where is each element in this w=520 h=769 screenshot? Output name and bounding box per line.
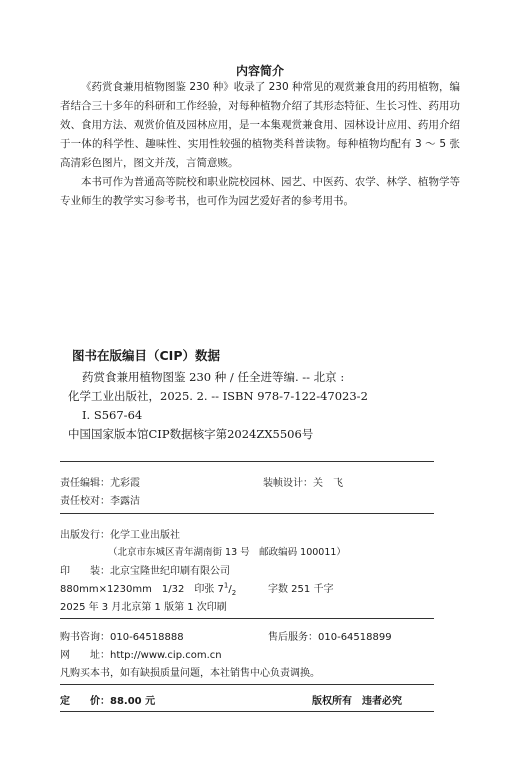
proof-row xyxy=(60,492,140,507)
divider-contact xyxy=(60,684,434,685)
cip-line-1: 药赏食兼用植物图鉴 230 种 / 任全进等编. -- 北京 : xyxy=(82,370,345,384)
buy-row xyxy=(60,628,184,643)
sheets-denominator: 2 xyxy=(231,589,237,597)
design-name: 关 飞 xyxy=(313,478,343,489)
publisher-label: 出版发行： xyxy=(60,530,110,541)
buy-label: 购书咨询： xyxy=(60,632,110,643)
divider-credits xyxy=(60,513,434,514)
web-row xyxy=(60,646,222,661)
intro-title: 内容简介 xyxy=(235,64,284,78)
cip-line-2: 化学工业出版社，2025. 2. -- ISBN 978-7-122-47023-2 xyxy=(68,389,368,403)
printer-name: 北京宝隆世纪印刷有限公司 xyxy=(110,566,230,577)
cip-title: 图书在版编目（CIP）数据 xyxy=(72,348,220,363)
format-text: 880mm×1230mm 1/32 印张 7 xyxy=(60,584,224,595)
format-row: 880mm×1230mm 1/32 印张 $7^1/_2$ xyxy=(60,581,237,597)
quality-notice: 凡购买本书，如有缺损质量问题，本社销售中心负责调换。 xyxy=(60,668,320,679)
price-row xyxy=(60,692,155,707)
divider-bottom xyxy=(60,711,434,712)
intro-paragraph-2: 本书可作为普通高等院校和职业院校园林、园艺、中医药、农学、林学、植物学等专业师生的教学实习参考书，也可作为园艺爱好者的参考用书。 xyxy=(60,176,460,207)
copyright-notice: 版权所有 违者必究 xyxy=(312,696,402,707)
editor-name: 尤彩霞 xyxy=(110,478,140,489)
publisher-name: 化学工业出版社 xyxy=(110,530,180,541)
cip-body xyxy=(68,368,368,444)
service-phone: 010-64518899 xyxy=(318,632,392,643)
printer-label: 印 装： xyxy=(60,566,110,577)
wordcount: 字数 251 千字 xyxy=(268,584,334,595)
price-label: 定 价： xyxy=(60,696,110,707)
service-row xyxy=(268,628,392,643)
web-label: 网 址： xyxy=(60,650,110,661)
editor-label: 责任编辑： xyxy=(60,478,110,489)
design-row xyxy=(263,474,343,489)
price-value: 88.00 元 xyxy=(110,696,156,707)
intro-paragraph-1: 《药赏食兼用植物图鉴 230 种》收录了 230 种常见的观赏兼食用的药用植物，编者结合三十多年的科研和工作经验，对每种植物介绍了其形态特征、生长习性、药用功效、食用方法、观赏价值及园林应用，是一本集观赏兼食用、园林设计应用、药用介绍于一体的科学性、趣味性、实用性较强的植物类科普读物。每种植物均配有 3 ～ 5 张高清彩色图片，图文并茂，言简意赅。 xyxy=(60,81,460,169)
web-url: http://www.cip.com.cn xyxy=(110,650,222,661)
edition-info: 2025 年 3 月北京第 1 版第 1 次印刷 xyxy=(60,602,227,613)
cip-line-4: 中国国家版本馆CIP数据核字第2024ZX5506号 xyxy=(68,427,314,441)
editor-row xyxy=(60,474,140,489)
proof-name: 李露洁 xyxy=(110,496,140,507)
buy-phone: 010-64518888 xyxy=(110,632,184,643)
printer-row xyxy=(60,562,230,577)
design-label: 装帧设计： xyxy=(263,478,313,489)
sheets-numerator: 1 xyxy=(223,581,229,590)
publisher-address: （北京市东城区青年湖南街 13 号 邮政编码 100011） xyxy=(108,547,346,558)
publisher-row xyxy=(60,526,180,541)
intro-body xyxy=(60,78,460,211)
divider-publish xyxy=(60,618,434,619)
proof-label: 责任校对： xyxy=(60,496,110,507)
cip-line-3: Ⅰ. S567-64 xyxy=(82,408,143,422)
divider-top xyxy=(60,461,434,462)
service-label: 售后服务： xyxy=(268,632,318,643)
